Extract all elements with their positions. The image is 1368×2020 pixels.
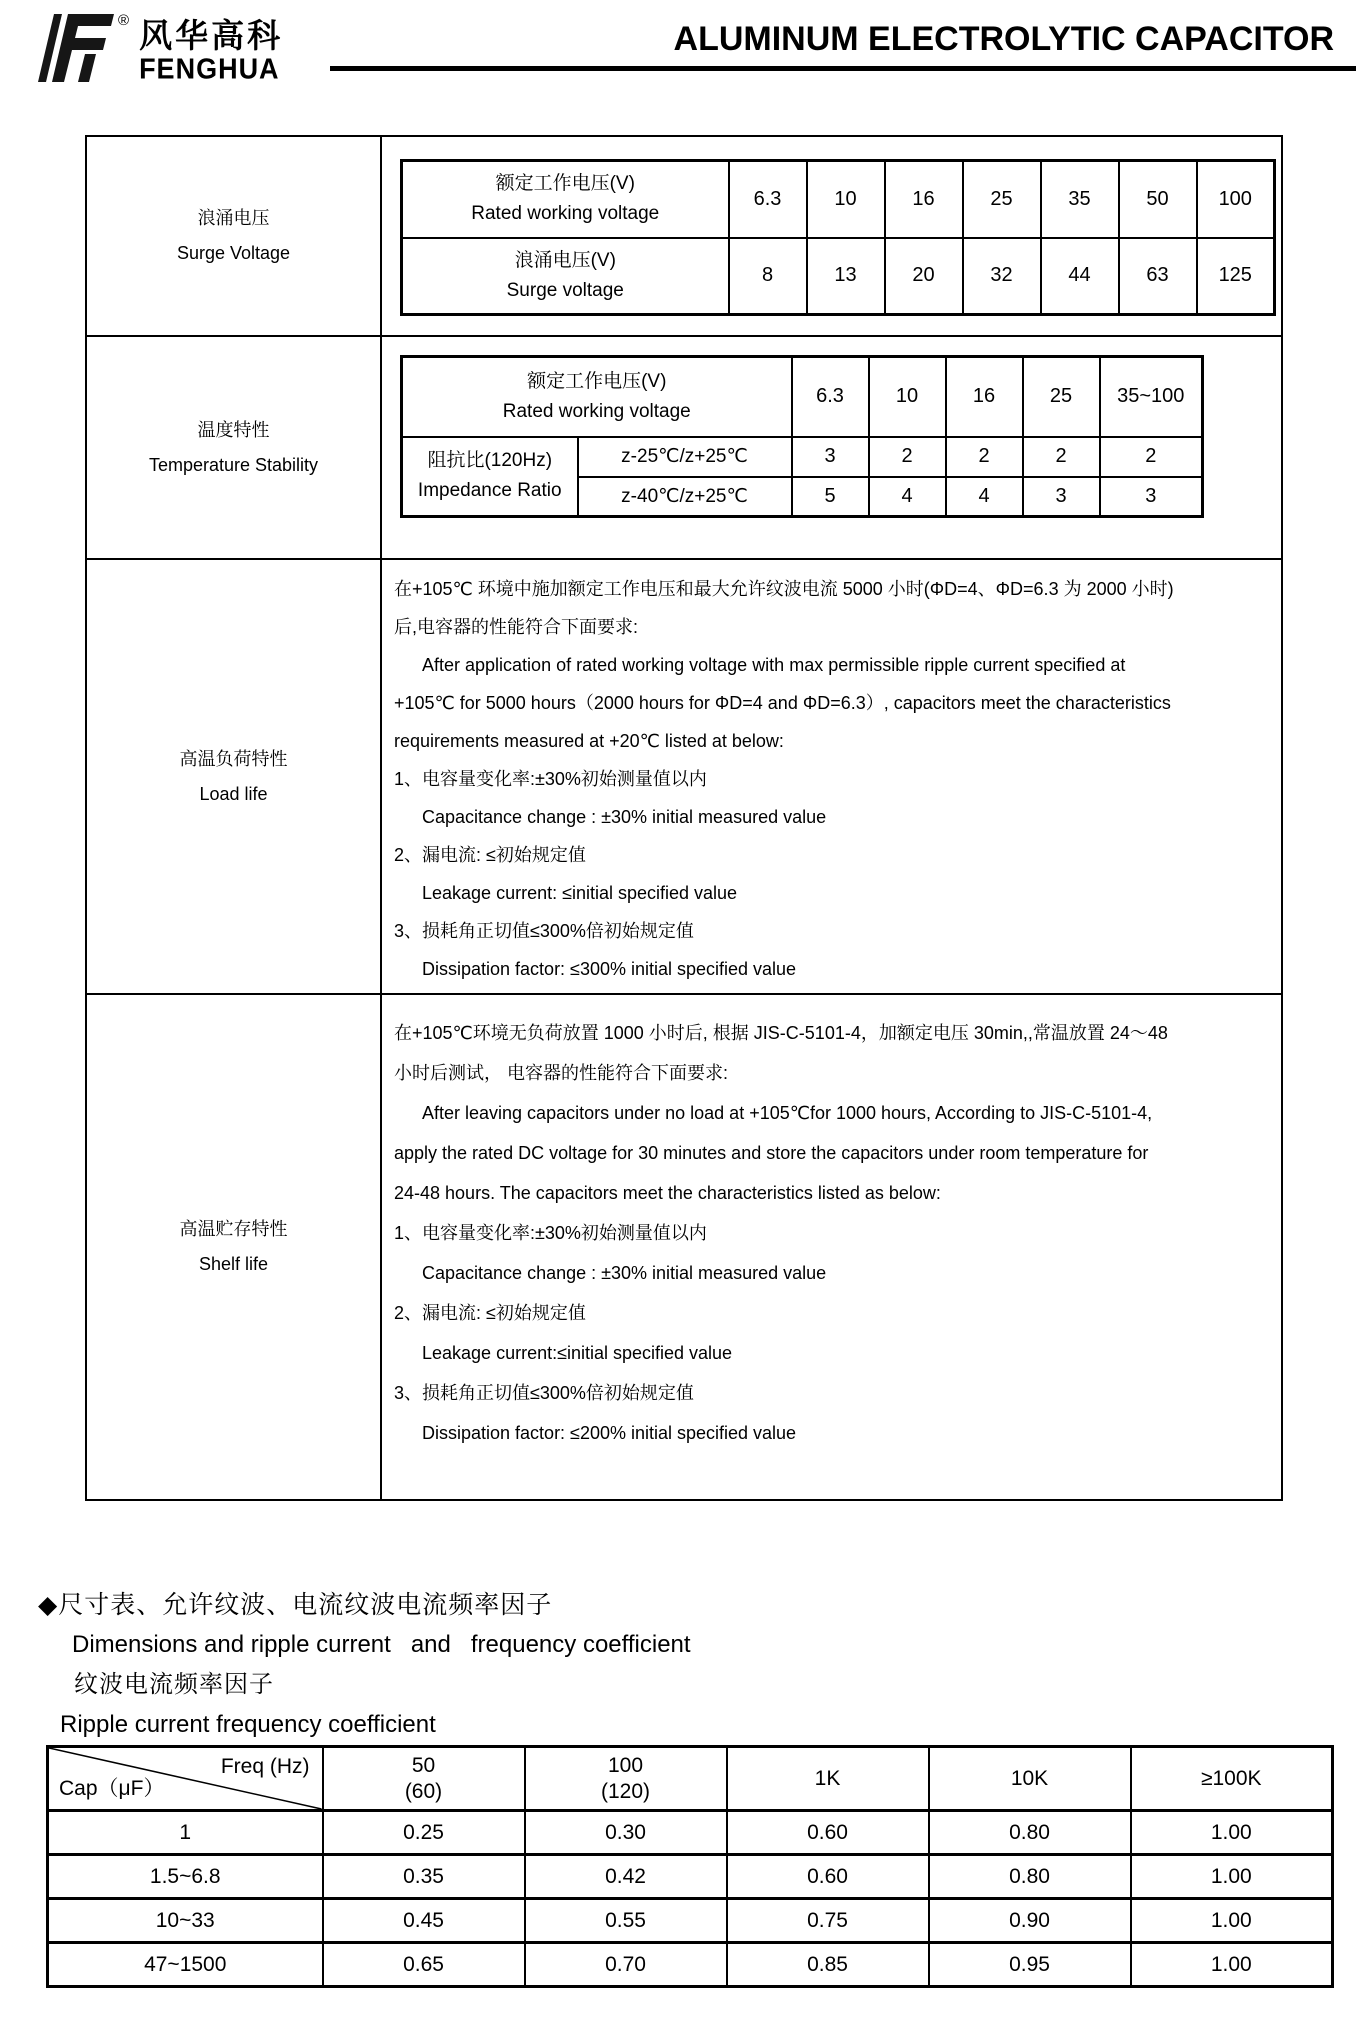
- freq-table-row: [48, 1811, 1333, 1855]
- surge-voltage-value: 13: [807, 238, 885, 315]
- freq-column-header: [525, 1747, 727, 1811]
- coefficient-cell: 0.45: [323, 1899, 525, 1943]
- impedance-ratio-value: 2: [946, 437, 1023, 477]
- impedance-ratio-value: 2: [1100, 437, 1203, 477]
- freq-col-line1: ≥100K: [1200, 1766, 1262, 1790]
- text-line: 小时后测试， 电容器的性能符合下面要求:: [394, 1063, 729, 1083]
- coefficient-cell: 0.35: [323, 1855, 525, 1899]
- text-line: After leaving capacitors under no load at +105℃for 1000 hours, According to JIS-C-5101-4,: [422, 1103, 1153, 1123]
- logo-name-en: FENGHUA: [139, 53, 280, 85]
- text-line: Dissipation factor: ≤300% initial specified value: [422, 959, 797, 979]
- impedance-ratio-value: 5: [792, 477, 869, 517]
- rated-voltage-value: 25: [963, 161, 1041, 238]
- text-line: 后,电容器的性能符合下面要求:: [394, 617, 639, 637]
- impedance-ratio-value: 3: [1100, 477, 1203, 517]
- coefficient-cell: 0.65: [323, 1943, 525, 1987]
- text-line: apply the rated DC voltage for 30 minutes and store the capacitors under room temperature for: [394, 1143, 1149, 1163]
- rated-voltage-value: 100: [1197, 161, 1275, 238]
- text-line: 2、漏电流: ≤初始规定值: [394, 1303, 586, 1323]
- rated-voltage-header: 额定工作电压(V) Rated working voltage: [402, 357, 792, 437]
- coefficient-cell: 0.70: [525, 1943, 727, 1987]
- fenghua-logo: [26, 8, 283, 88]
- coefficient-cell: 1.00: [1131, 1943, 1333, 1987]
- section-heading: [38, 1585, 691, 1745]
- spec-label-en: Shelf life: [198, 1254, 269, 1274]
- impedance-ratio-value: 2: [869, 437, 946, 477]
- surge-voltage-header: 浪涌电压(V) Surge voltage: [402, 238, 729, 315]
- coefficient-cell: 0.80: [929, 1855, 1131, 1899]
- coefficient-cell: 0.55: [525, 1899, 727, 1943]
- impedance-ratio-value: 3: [1023, 477, 1100, 517]
- coefficient-cell: 0.25: [323, 1811, 525, 1855]
- surge-voltage-value: 63: [1119, 238, 1197, 315]
- temp-voltage-value: 25: [1023, 357, 1100, 437]
- temp-voltage-value: 6.3: [792, 357, 869, 437]
- load-life-text: [382, 560, 1281, 988]
- impedance-ratio-value: 4: [946, 477, 1023, 517]
- section-heading-cn-1: ◆尺寸表、允许纹波、电流纹波电流频率因子: [38, 1591, 553, 1619]
- text-line: 3、损耗角正切值≤300%倍初始规定值: [394, 921, 694, 941]
- page-title: ALUMINUM ELECTROLYTIC CAPACITOR: [673, 20, 1334, 58]
- rated-voltage-value: 10: [807, 161, 885, 238]
- cap-range-cell: 1.5~6.8: [48, 1855, 323, 1899]
- rated-voltage-value: 50: [1119, 161, 1197, 238]
- coefficient-cell: 1.00: [1131, 1811, 1333, 1855]
- cap-range-cell: 1: [48, 1811, 323, 1855]
- cap-range-cell: 10~33: [48, 1899, 323, 1943]
- temp-voltage-value: 10: [869, 357, 946, 437]
- section-heading-en-1: Dimensions and ripple current and frequency coefficient: [72, 1631, 691, 1658]
- freq-col-line1: 50: [411, 1753, 436, 1777]
- freq-coefficient-table: [46, 1745, 1334, 1988]
- spec-label-en: Temperature Stability: [148, 454, 319, 475]
- freq-header-corner: [48, 1747, 323, 1811]
- spec-label-temperature-stability: [87, 337, 382, 558]
- spec-row-surge-voltage: [87, 137, 1281, 337]
- spec-row-temperature-stability: [87, 337, 1281, 560]
- temperature-stability-table: [400, 355, 1204, 518]
- surge-voltage-value: 20: [885, 238, 963, 315]
- text-line: Capacitance change : ±30% initial measured value: [422, 807, 827, 827]
- text-line: Capacitance change : ±30% initial measured value: [422, 1263, 827, 1283]
- spec-label-load-life: [87, 560, 382, 993]
- registered-trademark-symbol: ®: [118, 12, 130, 29]
- surge-voltage-value: 32: [963, 238, 1041, 315]
- spec-table: [85, 135, 1283, 1501]
- section-heading-en-2: Ripple current frequency coefficient: [60, 1711, 436, 1738]
- freq-col-line1: 1K: [814, 1766, 841, 1790]
- impedance-ratio-value: 3: [792, 437, 869, 477]
- spec-label-cn: 高温负荷特性: [179, 748, 288, 769]
- spec-label-shelf-life: [87, 995, 382, 1499]
- coefficient-cell: 1.00: [1131, 1899, 1333, 1943]
- coefficient-cell: 1.00: [1131, 1855, 1333, 1899]
- text-line: Leakage current: ≤initial specified value: [422, 883, 738, 903]
- spec-label-cn: 高温贮存特性: [179, 1219, 288, 1239]
- rated-voltage-value: 16: [885, 161, 963, 238]
- spec-label-en: Load life: [199, 783, 268, 804]
- text-line: 1、电容量变化率:±30%初始测量值以内: [394, 769, 707, 789]
- impedance-condition-z40: z-40℃/z+25℃: [578, 477, 792, 517]
- spec-label-cn: 温度特性: [197, 419, 270, 440]
- text-line: 24-48 hours. The capacitors meet the characteristics listed as below:: [394, 1183, 941, 1203]
- logo-name-cn: 风华高科: [139, 17, 284, 54]
- coefficient-cell: 0.95: [929, 1943, 1131, 1987]
- freq-column-header: [1131, 1747, 1333, 1811]
- header-rule: [330, 66, 1356, 71]
- cap-axis-label: Cap（μF）: [59, 1777, 165, 1800]
- text-line: 在+105℃环境无负荷放置 1000 小时后, 根据 JIS-C-5101-4，加额定电压 30min,,常温放置 24～48: [394, 1023, 1168, 1043]
- freq-col-line2: (60): [404, 1779, 443, 1803]
- spec-label-cn: 浪涌电压: [197, 208, 270, 228]
- coefficient-cell: 0.60: [727, 1855, 929, 1899]
- freq-column-header: [727, 1747, 929, 1811]
- impedance-ratio-value: 4: [869, 477, 946, 517]
- freq-axis-label: Freq (Hz): [220, 1755, 310, 1778]
- surge-voltage-table: [400, 159, 1276, 316]
- coefficient-cell: 0.60: [727, 1811, 929, 1855]
- coefficient-cell: 0.85: [727, 1943, 929, 1987]
- temp-voltage-value: 16: [946, 357, 1023, 437]
- rated-voltage-value: 35: [1041, 161, 1119, 238]
- text-line: requirements measured at +20℃ listed at below:: [394, 731, 784, 751]
- surge-voltage-value: 8: [729, 238, 807, 315]
- spec-label-en: Surge Voltage: [176, 243, 291, 263]
- text-line: 1、电容量变化率:±30%初始测量值以内: [394, 1223, 707, 1243]
- impedance-condition-z25: z-25℃/z+25℃: [578, 437, 792, 477]
- text-line: 3、损耗角正切值≤300%倍初始规定值: [394, 1383, 694, 1403]
- freq-col-line2: (120): [600, 1779, 651, 1803]
- fenghua-logo-icon: [26, 8, 118, 88]
- freq-table-row: [48, 1855, 1333, 1899]
- rated-voltage-value: 6.3: [729, 161, 807, 238]
- text-line: +105℃ for 5000 hours（2000 hours for ΦD=4 and ΦD=6.3）, capacitors meet the characteristics: [394, 693, 1171, 713]
- text-line: 2、漏电流: ≤初始规定值: [394, 845, 586, 865]
- freq-column-header: [929, 1747, 1131, 1811]
- coefficient-cell: 0.80: [929, 1811, 1131, 1855]
- coefficient-cell: 0.90: [929, 1899, 1131, 1943]
- surge-voltage-value: 125: [1197, 238, 1275, 315]
- freq-col-line1: 100: [607, 1753, 644, 1777]
- text-line: Leakage current:≤initial specified value: [422, 1343, 733, 1363]
- surge-voltage-value: 44: [1041, 238, 1119, 315]
- spec-row-load-life: [87, 560, 1281, 995]
- spec-label-surge-voltage: [87, 137, 382, 335]
- rated-voltage-header: 额定工作电压(V) Rated working voltage: [402, 161, 729, 238]
- coefficient-cell: 0.30: [525, 1811, 727, 1855]
- impedance-ratio-value: 2: [1023, 437, 1100, 477]
- impedance-ratio-header: 阻抗比(120Hz) Impedance Ratio: [402, 437, 578, 517]
- freq-col-line1: 10K: [1010, 1766, 1049, 1790]
- freq-column-header: [323, 1747, 525, 1811]
- temp-voltage-value: 35~100: [1100, 357, 1203, 437]
- section-heading-cn-2: 纹波电流频率因子: [74, 1671, 274, 1698]
- text-line: Dissipation factor: ≤200% initial specified value: [422, 1423, 797, 1443]
- spec-row-shelf-life: [87, 995, 1281, 1499]
- coefficient-cell: 0.75: [727, 1899, 929, 1943]
- text-line: After application of rated working voltage with max permissible ripple current specified at: [422, 655, 1126, 675]
- cap-range-cell: 47~1500: [48, 1943, 323, 1987]
- shelf-life-text: [382, 995, 1281, 1453]
- text-line: 在+105℃ 环境中施加额定工作电压和最大允许纹波电流 5000 小时(ΦD=4、ΦD=6.3 为 2000 小时): [394, 579, 1174, 599]
- freq-table-row: [48, 1943, 1333, 1987]
- freq-table-row: [48, 1899, 1333, 1943]
- coefficient-cell: 0.42: [525, 1855, 727, 1899]
